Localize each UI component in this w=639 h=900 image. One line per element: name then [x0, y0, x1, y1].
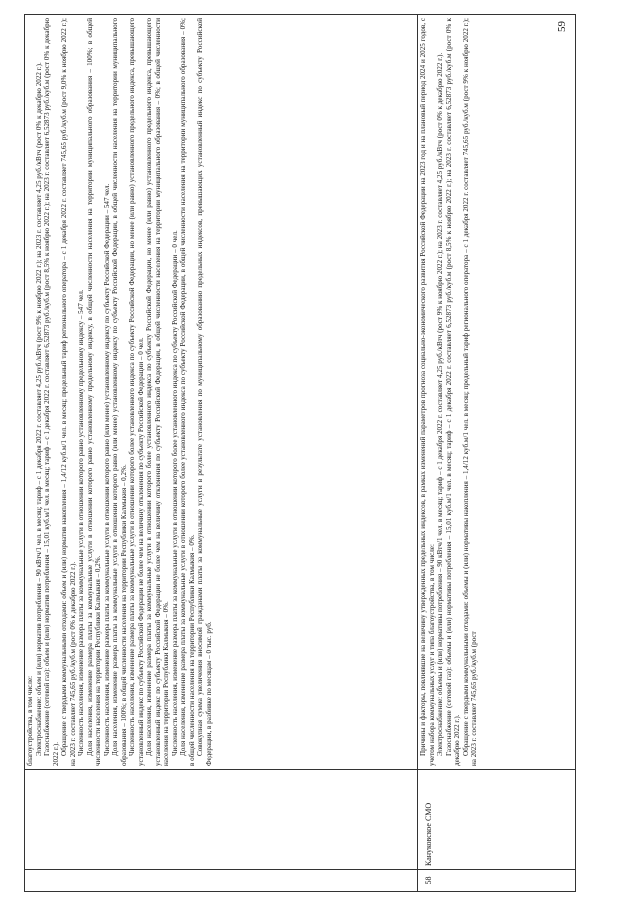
- paragraph: Газоснабжение (сетевой газ): объемы и (или) нормативы потребления – 15,01 куб.м/1 чел. в месяц; тариф – с 1 декабря 2022 г. составляет 6,52873 руб./куб.м (рост 8,5% к ноябрю 2022 г.); на 2023 г. составляет 6,52873 руб./куб.м (рост 0% к декабрю 2022 г.).: [444, 18, 461, 766]
- row-number: [25, 870, 418, 892]
- paragraph: Электроснабжение: объемы и (или) нормативы потребления – 90 кВтч/1 чел. в месяц; тариф – с 1 декабря 2022 г. составляет 4,25 руб./кВтч (рост 9% к ноябрю 2022 г.); на 2023 г. составляет 4,25 руб./кВтч (рост 0% к декабрю 2022 г.).: [436, 52, 444, 756]
- paragraph: Численность населения, изменение размера платы за коммунальные услуги в отношении которого равно (или менее) установленному индексу по субъекту Российской Федерации – 547 чел.: [102, 183, 111, 756]
- paragraph: Газоснабжение (сетевой газ): объем и (или) норматив потребления – 15,01 куб.м/1 чел. в месяц; тариф – с 1 декабря 2022 г. составляет 6,52873 руб./куб.м (рост 8,5% к ноябрю 2022 г.); на 2023 г. составляет 6,52873 руб./куб.м (рост 0% к декабрю 2022 г.).: [43, 18, 60, 766]
- municipality-name: [25, 770, 418, 870]
- municipality-name: Кануковское СМО: [418, 770, 576, 870]
- paragraph: Численность населения, изменение размера платы за коммунальные услуги в отношении которого равно установленному предельному индексу – 547 чел.: [77, 289, 85, 756]
- page-number: 59: [556, 21, 568, 32]
- row-number: 58: [418, 870, 576, 892]
- paragraph: Численность населения, изменение размера платы за коммунальные услуги в отношении которого более установленного индекса по субъекту Российской Федерации, но менее (или равно) установленного предельного индекса, превышающего установленный индекс по субъекту Российской Федерации не более чем на величину отклонения по субъекту Российской Федерации – 0 чел.: [128, 18, 145, 766]
- indices-table: [24, 14, 576, 892]
- paragraph: Численность населения, изменение размера платы за коммунальные услуги в отношении которого более установленного индекса по субъекту Российской Федерации – 0 чел.: [170, 230, 179, 756]
- paragraph: Обращение с твердыми коммунальными отходами: объемы и (или) нормативы накопления – 1,4/12 куб.м/1 чел. в месяц; предельный тариф регионального оператора – с 1 декабря 2022 г. составляет 745,65 руб./куб.м (рост 9% к ноябрю 2022 г.); на 2023 г. составляет 745,65 руб./куб.м (рост: [461, 18, 478, 766]
- paragraph: благоустройства, в том числе:: [26, 675, 34, 766]
- paragraph: Совокупная сумма увеличения вносимой гражданами платы за коммунальные услуги в результате установления по муниципальному образованию предельных индексов, превышающих установленный индекс по субъекту Российской Федерации, в разбивке по месяцам – 0 тыс. руб.: [196, 18, 213, 766]
- table-row: [418, 15, 576, 892]
- table-row: [25, 15, 418, 892]
- paragraph: Доля населения, изменение размера платы за коммунальные услуги в отношении которого более установленного индекса по субъекту Российской Федерации, в общей численности населения на территории муниципального образования – 0%; в общей численности населения на территории Республики Калмыкия – 0%.: [179, 18, 196, 766]
- paragraph: Обращение с твердыми коммунальными отходами: объем и (или) норматив накопления – 1,4/12 куб.м/1 чел. в месяц; предельный тариф регионального оператора – с 1 декабря 2022 г. составляет 745,65 руб./куб.м (рост 9,0% к ноябрю 2022 г.); на 2023 г. составляет 745,65 руб./куб.м (рост 0% к декабрю 2022 г.).: [60, 18, 77, 766]
- paragraph: Причины и факторы, повлиявшие на величину утвержденных предельных индексов, в рамках изменений параметров прогноза социально-экономического развития Российской Федерации на 2023 год и на плановый период 2024 и 2025 годов, с учетом набора коммунальных услуг и типа благоустройства, в том числе:: [419, 18, 436, 766]
- paragraph: Доля населения, изменение размера платы за коммунальные услуги в отношении которого равно (или менее) установленному индексу по субъекту Российской Федерации, в общей численности населения на территории муниципального образования – 100%; в общей численности населения на территории Республики Калмыкия – 0,2%.: [111, 18, 128, 766]
- paragraph: Доля населения, изменение размера платы за коммунальные услуги в отношении которого более установленного индекса по субъекту Российской Федерации, но менее (или равно) установленного предельного индекса, превышающего установленный индекс по субъекту Российской Федерации не более чем на величину отклонения по субъекту Российской Федерации, в общей численности населения на территории муниципального образования – 0%; в общей численности населения на территории Республики Калмыкия – 0%.: [145, 18, 170, 766]
- row-text: [25, 15, 418, 770]
- row-text: [418, 15, 576, 770]
- paragraph: Электроснабжение: объем и (или) норматив потребления – 90 кВтч/1 чел. в месяц; тариф – с 1 декабря 2022 г. составляет 4,25 руб./кВтч (рост 9% к ноябрю 2022 г.); на 2023 г. составляет 4,25 руб./кВтч (рост 0% к декабрю 2022 г.).: [34, 62, 43, 756]
- paragraph: Доля населения, изменение размера платы за коммунальные услуги в отношении которого равно установленному предельному индексу, в общей численности населения на территории муниципального образования – 100%; в общей численности населения на территории Республики Калмыкия – 0,2%.: [85, 18, 102, 766]
